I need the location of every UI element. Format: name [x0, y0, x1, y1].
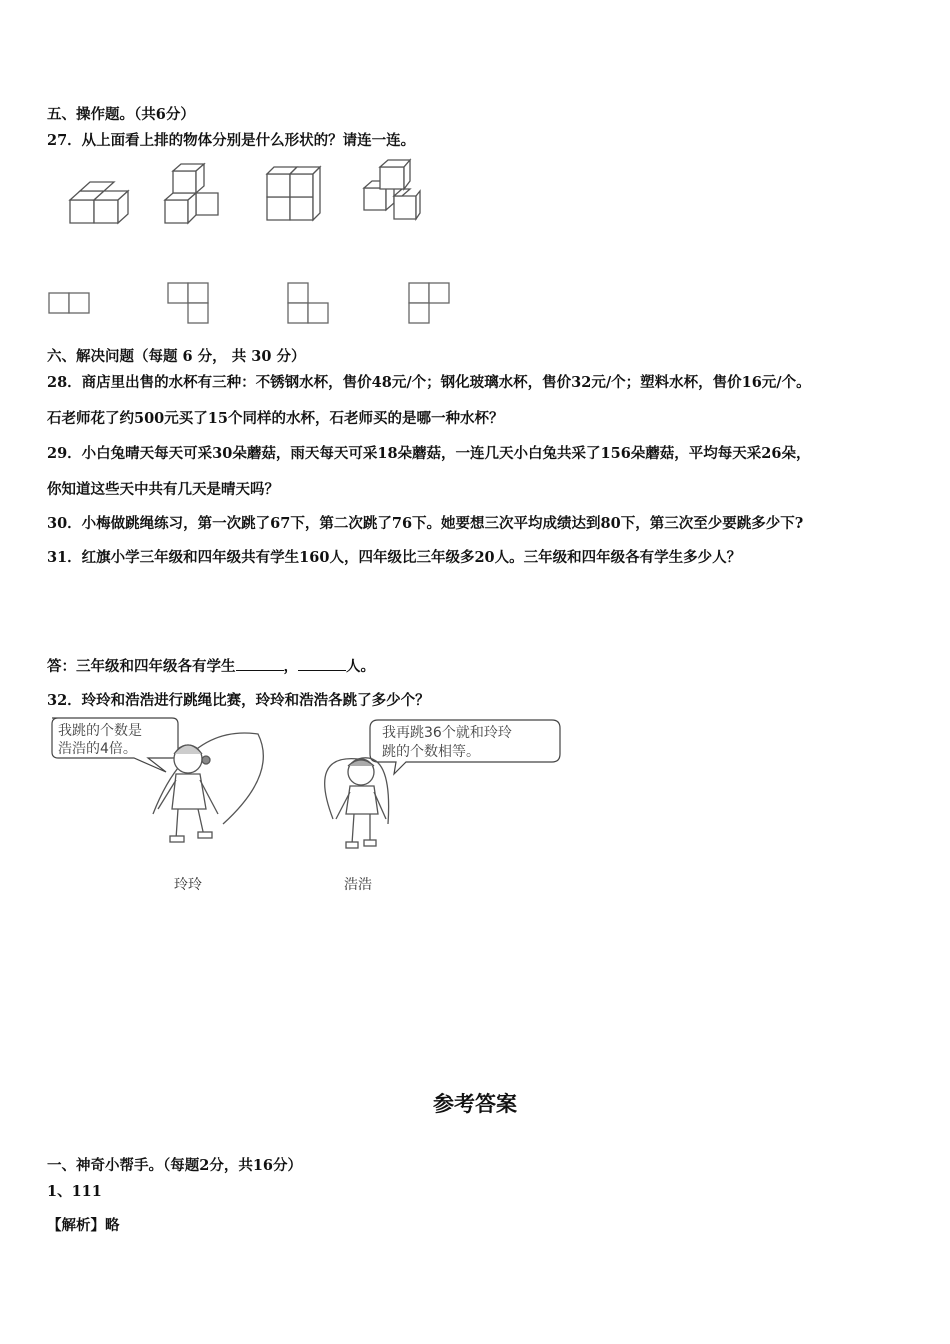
cube-figure-4	[364, 160, 420, 219]
section5-heading: 五、操作题。（共6分）	[47, 106, 195, 123]
name-haohao: 浩浩	[344, 877, 372, 893]
answer-1: 1、111	[47, 1183, 102, 1200]
answer-31	[47, 655, 375, 676]
bubble-right-line-1: 我再跳36个就和玲玲	[382, 725, 512, 741]
answer-31-prefix: 答：三年级和四年级各有学生	[47, 658, 236, 675]
view-shape-2	[168, 283, 208, 323]
cube-figure-1	[70, 182, 128, 223]
question-29-line-1: 29．小白兔晴天每天可采30朵蘑菇，雨天每天可采18朵蘑菇，一连几天小白兔共采了156朵蘑菇，平均每天采26朵，	[47, 445, 811, 462]
view-shape-1	[49, 293, 89, 313]
view-shape-4	[409, 283, 449, 323]
section6-heading: 六、解决问题（每题 6 分， 共 30 分）	[47, 348, 306, 365]
bubble-right-line-2: 跳的个数相等。	[382, 744, 480, 760]
question-29-line-2: 你知道这些天中共有几天是晴天吗？	[47, 481, 279, 498]
jump-rope-illustration	[48, 714, 568, 904]
cube-figure-2	[165, 164, 218, 223]
question-28-line-1: 28．商店里出售的水杯有三种：不锈钢水杯，售价48元/个；钢化玻璃水杯，售价32元/个；塑料水杯，售价16元/个。	[47, 374, 811, 391]
question-31: 31．红旗小学三年级和四年级共有学生160人，四年级比三年级多20人。三年级和四年级各有学生多少人？	[47, 549, 742, 566]
answers-title: 参考答案	[433, 1091, 517, 1116]
analysis-label: 【解析】	[47, 1217, 105, 1234]
analysis-text: 略	[105, 1217, 120, 1234]
question-28-line-2: 石老师花了约500元买了15个同样的水杯，石老师买的是哪一种水杯？	[47, 410, 504, 427]
cube-figure-3	[267, 167, 320, 220]
top-view-shapes	[44, 280, 464, 330]
answer-31-comma: ，	[283, 658, 298, 675]
question-30: 30．小梅做跳绳练习，第一次跳了67下，第二次跳了76下。她要想三次平均成绩达到80下，第三次至少要跳多少下?	[47, 515, 804, 532]
question-32: 32．玲玲和浩浩进行跳绳比赛，玲玲和浩浩各跳了多少个？	[47, 692, 430, 709]
name-lingling: 玲玲	[174, 877, 202, 893]
cube-figures	[60, 155, 440, 235]
question-27: 27．从上面看上排的物体分别是什么形状的？请连一连。	[47, 132, 416, 149]
answer-31-suffix: 人。	[346, 658, 375, 675]
answer-blank-2[interactable]	[298, 656, 346, 671]
bubble-left-line-2: 浩浩的4倍。	[58, 741, 137, 757]
answer-blank-1[interactable]	[236, 656, 284, 671]
answer-1-analysis	[47, 1214, 120, 1235]
view-shape-3	[288, 283, 328, 323]
bubble-left-line-1: 我跳的个数是	[58, 723, 142, 739]
answers-section1-heading: 一、神奇小帮手。（每题2分，共16分）	[47, 1157, 303, 1174]
boy-figure	[325, 758, 389, 848]
